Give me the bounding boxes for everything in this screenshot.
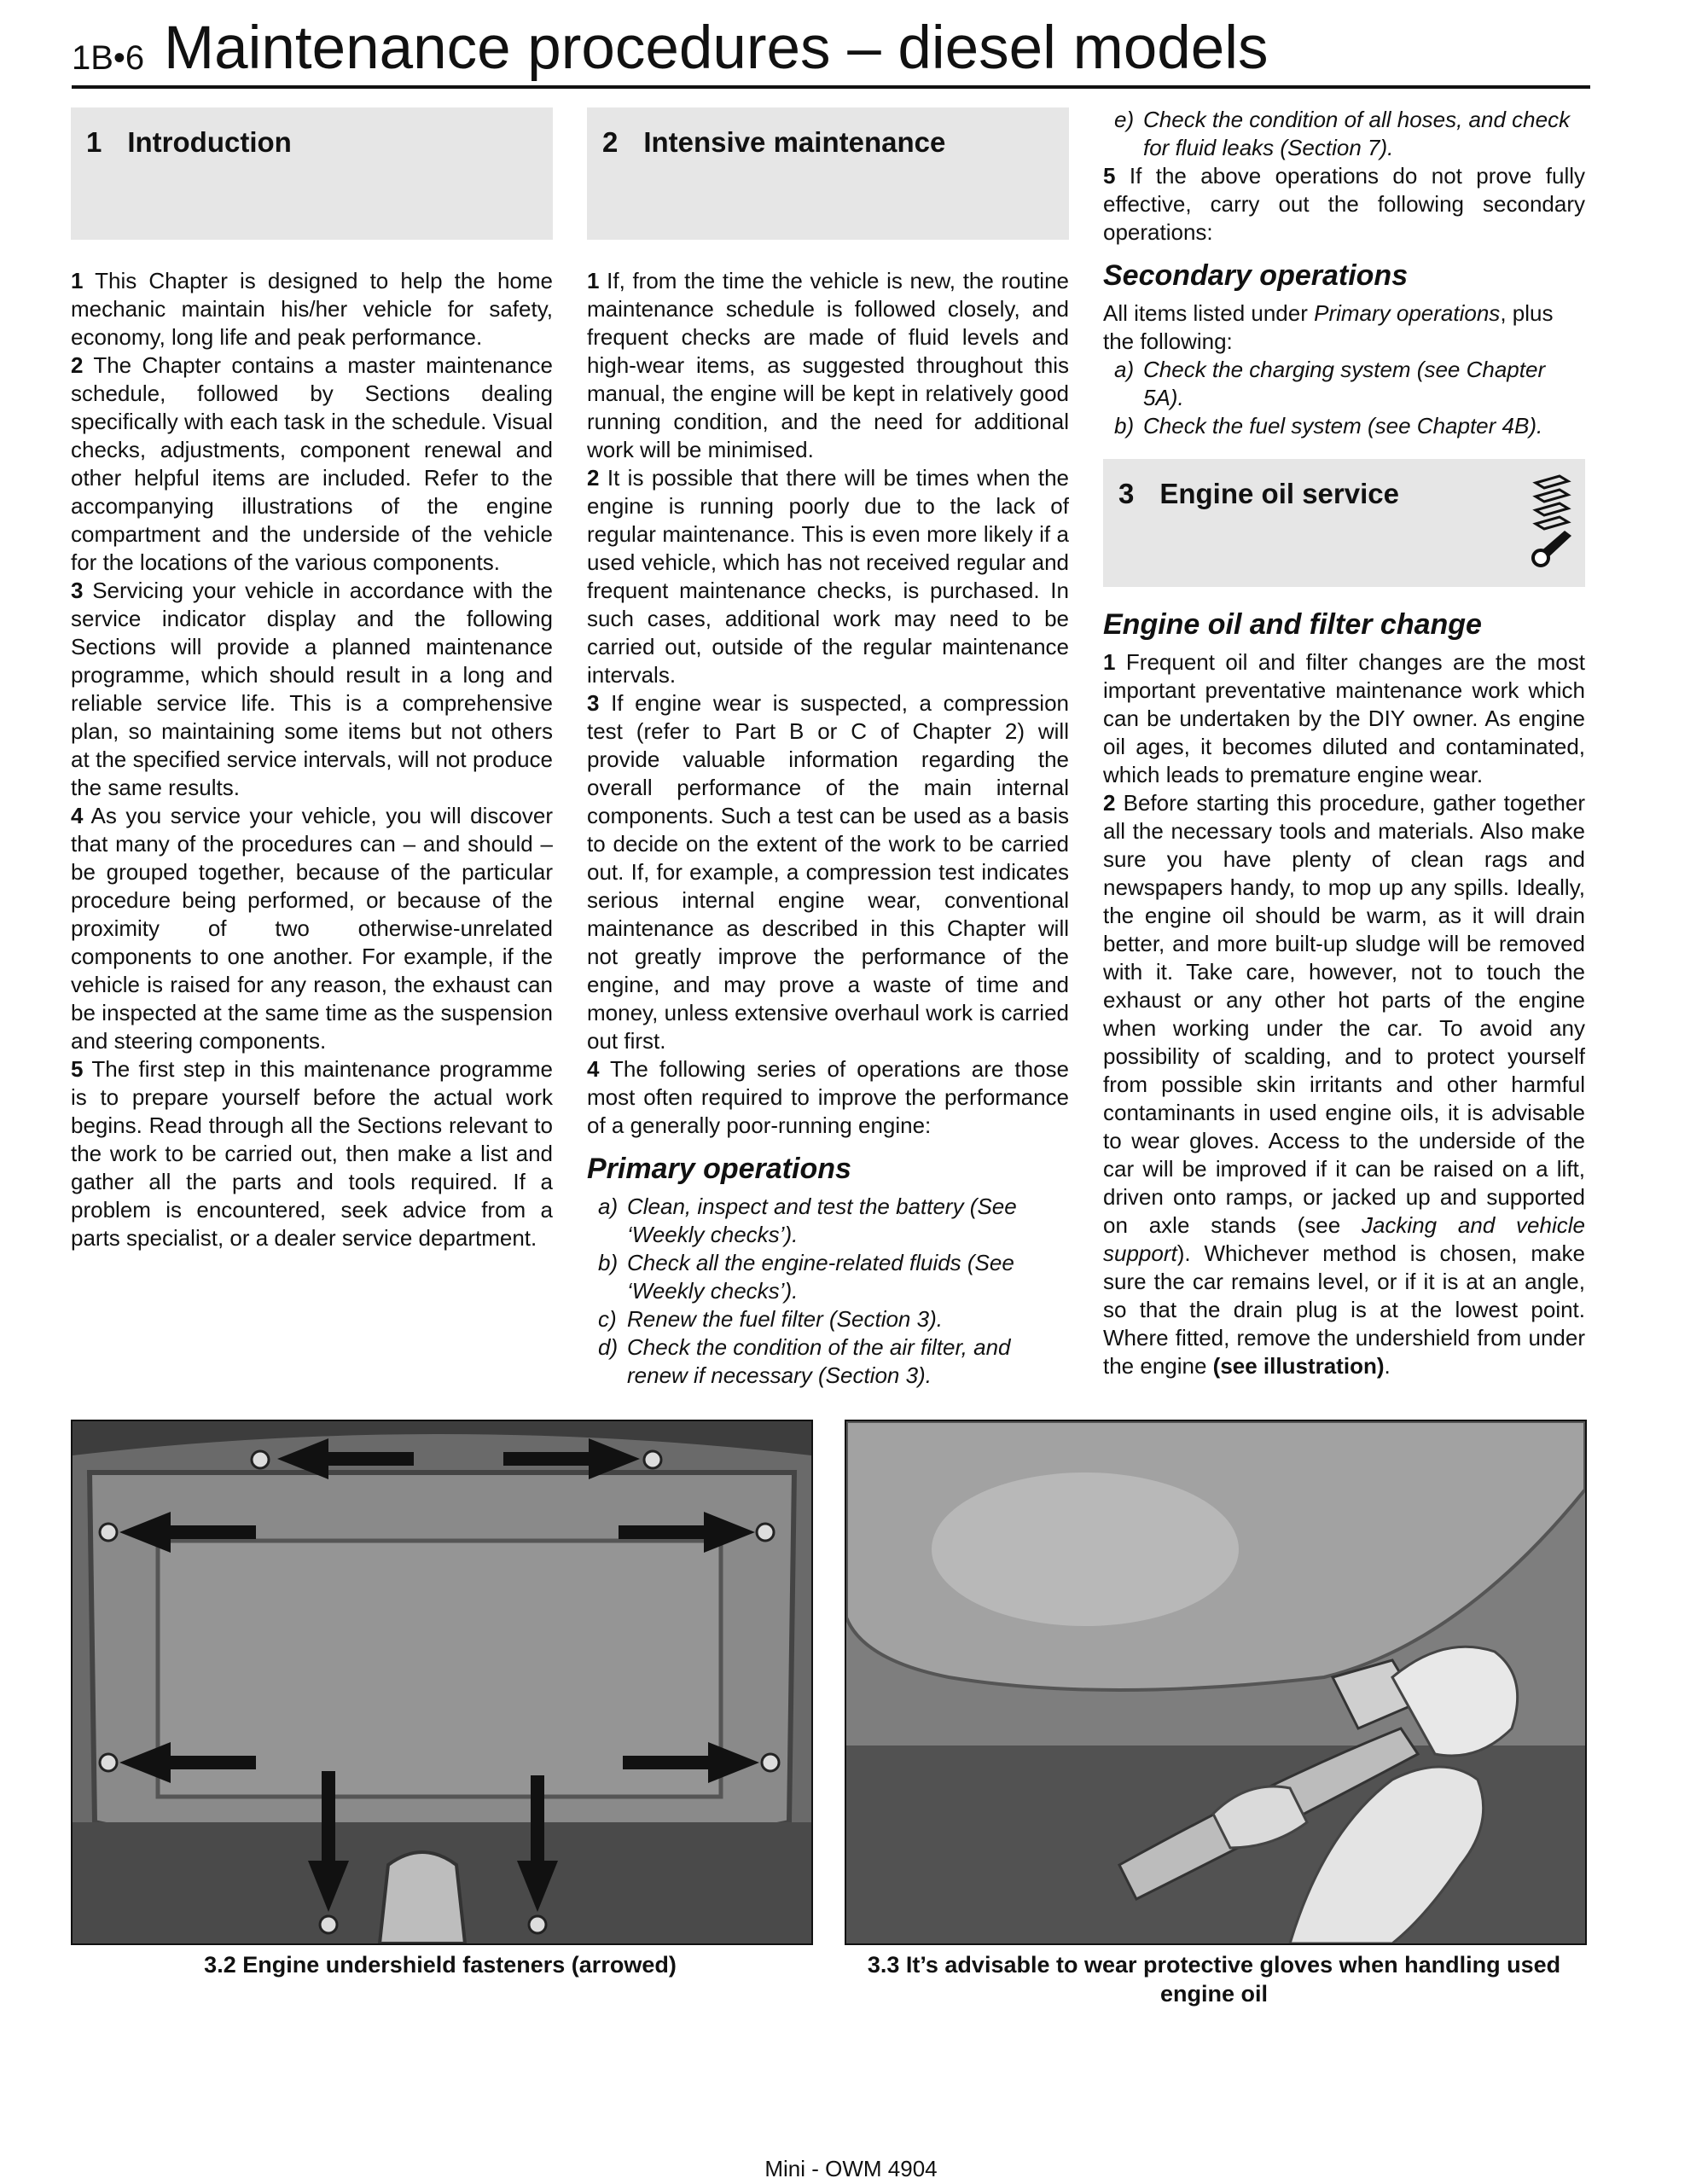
section-number: 3	[1118, 478, 1135, 509]
paragraph: 1 This Chapter is designed to help the home mechanic maintain his/her vehicle for safety, economy, long life and peak performance.	[71, 268, 553, 350]
list-item: a) Clean, inspect and test the battery (See ‘Weekly checks’).	[598, 1194, 1017, 1247]
section-title: Engine oil service	[1159, 478, 1399, 509]
list-item: b) Check all the engine-related fluids (See ‘Weekly checks’).	[598, 1250, 1014, 1304]
list-item: e) Check the condition of all hoses, and check for fluid leaks (Section 7).	[1114, 107, 1571, 160]
section-2-heading	[587, 107, 1069, 240]
paragraph: 3 If engine wear is suspected, a compression test (refer to Part B or C of Chapter 2) will provide valuable information regarding the overall performance of the main internal components. Such a test can be used as a basis to decide on the extent of the work to be carried out. If, for example, a compression test indicates serious internal engine wear, conventional maintenance as described in this Chapter will not greatly improve the performance of the engine, and may prove a waste of time and money, unless extensive overhaul work is carried out first.	[587, 690, 1069, 1054]
section-number: 1	[86, 126, 102, 158]
paragraph: All items listed under Primary operations, plus the following:	[1103, 300, 1554, 354]
page-title: Maintenance procedures – diesel models	[164, 15, 1269, 82]
oil-drain-photo	[845, 1420, 1587, 1945]
column-3	[1103, 106, 1585, 1380]
oil-change-heading: Engine oil and filter change	[1103, 608, 1482, 641]
paragraph: 1 If, from the time the vehicle is new, the routine maintenance schedule is followed closely, and frequent checks are made of fluid levels and high-wear items, as suggested throughout this manual, the engine will be kept in relatively good running condition, and the need for additional work will be minimised.	[587, 268, 1069, 462]
paragraph: 3 Servicing your vehicle in accordance with the service indicator display and the following Sections will provide a planned maintenance programme, which should result in a long and reliable service life. This is a comprehensive plan, so maintaining some items but not others at the specified service intervals, will not produce the same results.	[71, 578, 553, 800]
undershield-illustration	[73, 1421, 811, 1943]
primary-operations-list	[587, 1193, 1069, 1390]
wrench-rating-icon	[1531, 471, 1578, 572]
figure-caption-3-2: 3.2 Engine undershield fasteners (arrowed)	[204, 1952, 677, 1978]
list-item: d) Check the condition of the air filter, and renew if necessary (Section 3).	[598, 1334, 1011, 1388]
paragraph: 2 Before starting this procedure, gather together all the necessary tools and materials. Also make sure you have plenty of clean rags and newspapers handy, to mop up any spills. Ideally, the engine oil should be warm, as it will drain better, and more built-up sludge will be removed with it. Take care, however, not to touch the exhaust or any other hot parts of the engine when working under the car. To avoid any possibility of scalding, and to protect yourself from possible skin irritants and other harmful contaminants in used engine oils, it is advisable to wear gloves. Access to the underside of the car will be improved if it can be raised on a lift, driven onto ramps, or jacked up and supported on axle stands (see Jacking and vehicle support). Whichever method is chosen, make sure the car remains level, or if it is at an angle, so that the drain plug is at the lowest point. Where fitted, remove the undershield from under the engine (see illustration).	[1103, 790, 1585, 1379]
paragraph: 4 The following series of operations are those most often required to improve the performance of a generally poor-running engine:	[587, 1056, 1069, 1138]
column-1	[71, 107, 553, 1252]
gloved-hands-illustration	[846, 1421, 1585, 1943]
section-1-heading	[71, 107, 553, 240]
page-number: 1B•6	[72, 39, 145, 77]
primary-operations-heading: Primary operations	[587, 1153, 851, 1185]
primary-operations-list-continued	[1103, 106, 1585, 162]
secondary-operations-heading: Secondary operations	[1103, 259, 1409, 292]
section-title: Intensive maintenance	[643, 126, 946, 158]
secondary-operations-list	[1103, 356, 1585, 440]
undershield-photo	[71, 1420, 813, 1945]
list-item: b) Check the fuel system (see Chapter 4B).	[1114, 413, 1543, 439]
section-number: 2	[602, 126, 619, 158]
paragraph: 1 Frequent oil and filter changes are the most important preventative maintenance work which can be undertaken by the DIY owner. As engine oil ages, it becomes diluted and contaminated, which leads to premature engine wear.	[1103, 649, 1585, 787]
figure-caption-3-3: 3.3 It’s advisable to wear protective gloves when handling used engine oil	[867, 1952, 1561, 2007]
paragraph: 5 The first step in this maintenance programme is to prepare yourself before the actual work begins. Read through all the Sections relevant to the work to be carried out, then make a list and gather all the parts and tools required. If a problem is encountered, seek advice from a parts specialist, or a dealer service department.	[71, 1056, 553, 1251]
column-2	[587, 107, 1069, 1390]
paragraph: 5 If the above operations do not prove fully effective, carry out the following secondary operations:	[1103, 163, 1585, 245]
paragraph: 2 The Chapter contains a master maintenance schedule, followed by Sections dealing specifically with each task in the schedule. Visual checks, adjustments, component renewal and other helpful items are included. Refer to the accompanying illustrations of the engine compartment and the underside of the vehicle for the locations of the various components.	[71, 352, 553, 575]
list-item: a) Check the charging system (see Chapter 5A).	[1114, 357, 1546, 410]
section-title: Introduction	[127, 126, 292, 158]
page-header	[72, 12, 1590, 89]
page-footer: Mini - OWM 4904	[764, 2156, 938, 2181]
paragraph: 4 As you service your vehicle, you will discover that many of the procedures can – and should – be grouped together, because of the particular procedure being performed, or because of the proximity of two otherwise-unrelated components to one another. For example, if the vehicle is raised for any reason, the exhaust can be inspected at the same time as the suspension and steering components.	[71, 803, 553, 1054]
paragraph: 2 It is possible that there will be times when the engine is running poorly due to the lack of regular maintenance. This is even more likely if a used vehicle, which has not received regular and frequent maintenance checks, is purchased. In such cases, additional work may need to be carried out, outside of the regular maintenance intervals.	[587, 465, 1069, 688]
section-3-heading	[1103, 459, 1585, 587]
list-item: c) Renew the fuel filter (Section 3).	[598, 1306, 943, 1332]
